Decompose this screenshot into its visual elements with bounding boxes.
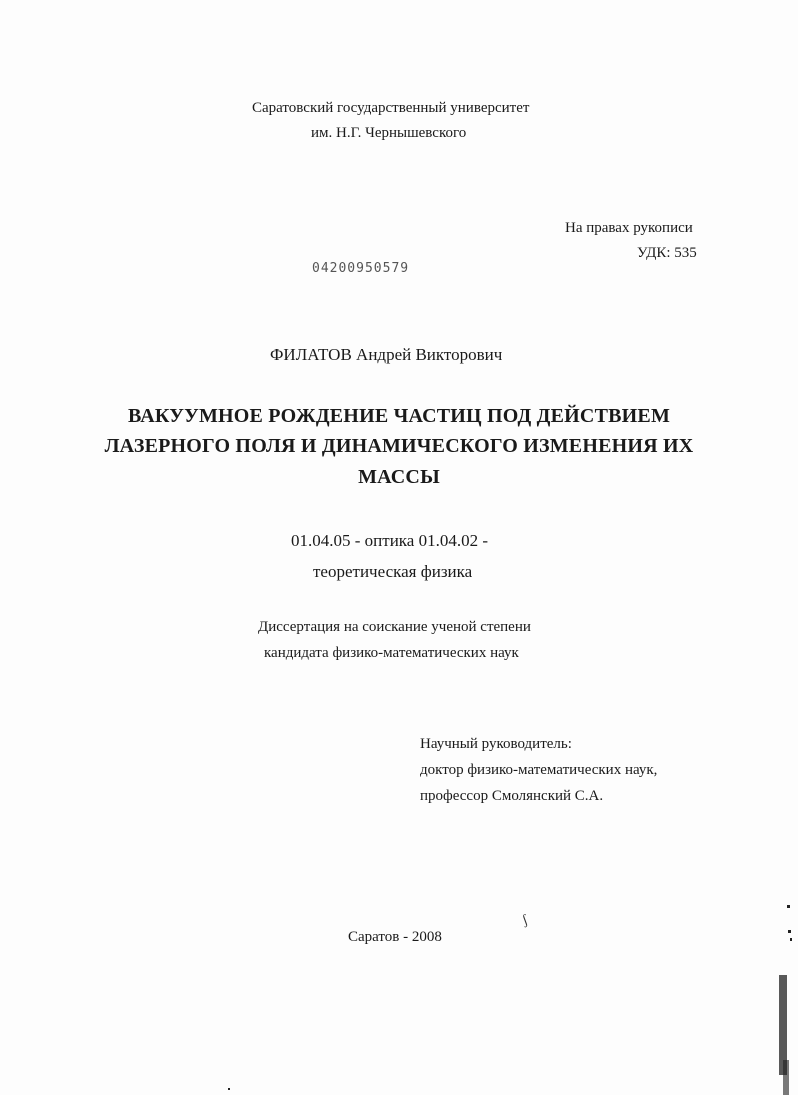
thesis-title-line-1: ВАКУУМНОЕ РОЖДЕНИЕ ЧАСТИЦ ПОД ДЕЙСТВИЕМ: [127, 405, 671, 427]
scan-dot: [228, 1088, 230, 1090]
rights-notice: На правах рукописи: [565, 220, 693, 236]
udk-code: УДК: 535: [637, 245, 697, 261]
scan-dot: [787, 905, 790, 908]
city-year: Саратов - 2008: [348, 929, 442, 945]
specialty-line-1: 01.04.05 - оптика 01.04.02 -: [291, 531, 488, 550]
scan-edge-artifact-lower: [783, 1060, 789, 1095]
author-name: ФИЛАТОВ Андрей Викторович: [270, 345, 503, 364]
thesis-title-line-2: ЛАЗЕРНОГО ПОЛЯ И ДИНАМИЧЕСКОГО ИЗМЕНЕНИЯ ИХ: [104, 435, 694, 457]
university-named-after: им. Н.Г. Чернышевского: [311, 125, 467, 141]
advisor-name: профессор Смолянский С.А.: [420, 788, 604, 804]
advisor-label: Научный руководитель:: [420, 736, 572, 752]
scan-dot: [788, 930, 791, 933]
scan-dot: [790, 938, 792, 941]
degree-line-2: кандидата физико-математических наук: [264, 645, 519, 661]
thesis-title-line-3: МАССЫ: [358, 466, 440, 488]
library-stamp-number: 04200950579: [312, 261, 410, 276]
university-name: Саратовский государственный университет: [252, 100, 530, 116]
degree-line-1: Диссертация на соискание ученой степени: [258, 619, 531, 635]
pen-mark: ʃ: [520, 912, 530, 929]
specialty-line-2: теоретическая физика: [313, 562, 473, 581]
advisor-degree: доктор физико-математических наук,: [420, 762, 658, 778]
